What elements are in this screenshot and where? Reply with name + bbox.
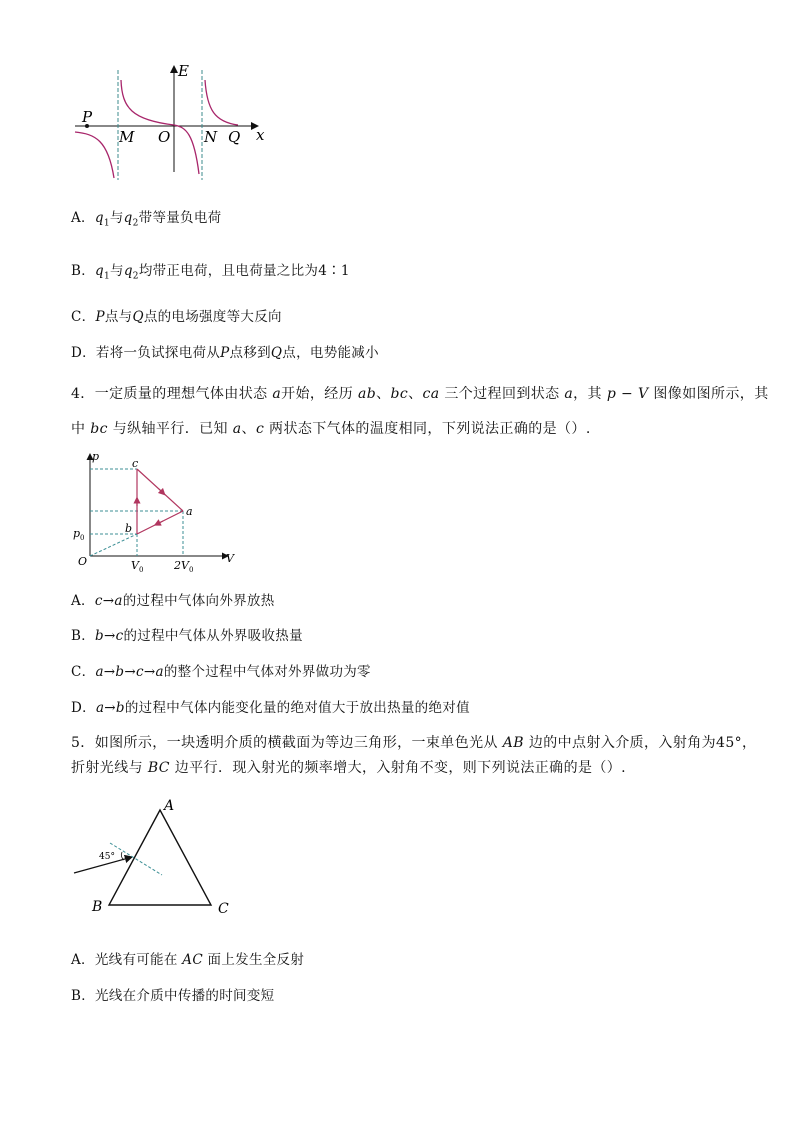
q4-option-a[interactable]: A．c→a的过程中气体向外界放热 [71,593,275,609]
normal-line [110,843,162,875]
label-angle: 45° [99,852,115,862]
q4-option-c[interactable]: C．a→b→c→a的整个过程中气体对外界做功为零 [71,664,371,680]
arrow-ca [159,489,163,493]
guide-b-a-mid [137,511,183,523]
q4-option-d[interactable]: D．a→b的过程中气体内能变化量的绝对值大于放出热量的绝对值 [71,700,470,716]
label-o: O [158,128,171,146]
label-origin: O [78,555,88,568]
q5-option-b[interactable]: B．光线在介质中传播的时间变短 [71,988,275,1004]
label-p0: $p_0$ [73,527,85,542]
label-2v0: $2V_0$ [174,559,194,573]
label-x: x [256,126,265,144]
label-c: c [132,457,139,470]
q3-option-b[interactable]: B．$q_1$与$q_2$均带正电荷，且电荷量之比为4∶1 [71,263,350,282]
label-v-axis: V [226,552,234,565]
q5-stem-line-2: 折射光线与 BC 边平行．现入射光的频率增大，入射角不变，则下列说法正确的是（）. [71,760,627,776]
q3-option-a[interactable]: A．$q_1$与$q_2$带等量负电荷 [71,210,222,229]
q4-stem-line-1: 4．一定质量的理想气体由状态 a开始，经历 ab、bc、ca 三个过程回到状态 a，其 p − V 图像如图所示，其 [71,386,769,402]
label-e: E [178,62,189,80]
pv-diagram [70,448,245,573]
field-curve-left [75,132,114,178]
label-a: a [186,505,193,518]
label-n: N [204,128,218,146]
label-m: M [119,128,135,146]
label-vertex-a: A [164,798,175,814]
label-p-axis: p [92,450,100,463]
guide-origin-b [90,534,137,556]
q5-option-a[interactable]: A．光线有可能在 AC 面上发生全反射 [71,952,305,968]
field-curve-middle [121,80,199,174]
arrow-ab [157,521,163,524]
field-curve-right [205,80,238,125]
electric-field-graph [70,60,280,185]
label-vertex-c: C [218,901,229,917]
label-q: Q [228,128,241,146]
q3-option-c[interactable]: C．P点与Q点的电场强度等大反向 [71,309,282,325]
q5-stem-line-1: 5．如图所示，一块透明介质的横截面为等边三角形，一束单色光从 AB 边的中点射入介质，入射角为45°， [71,735,757,751]
label-p: P [82,108,93,126]
label-b: b [125,522,133,535]
label-v0: $V_0$ [131,559,144,573]
q3-option-d[interactable]: D．若将一负试探电荷从P点移到Q点，电势能减小 [71,345,379,361]
label-vertex-b: B [92,899,103,915]
q4-option-b[interactable]: B．b→c的过程中气体从外界吸收热量 [71,628,303,644]
q4-stem-line-2: 中 bc 与纵轴平行．已知 a、c 两状态下气体的温度相同，下列说法正确的是（）. [71,421,591,437]
prism-diagram [70,795,240,920]
